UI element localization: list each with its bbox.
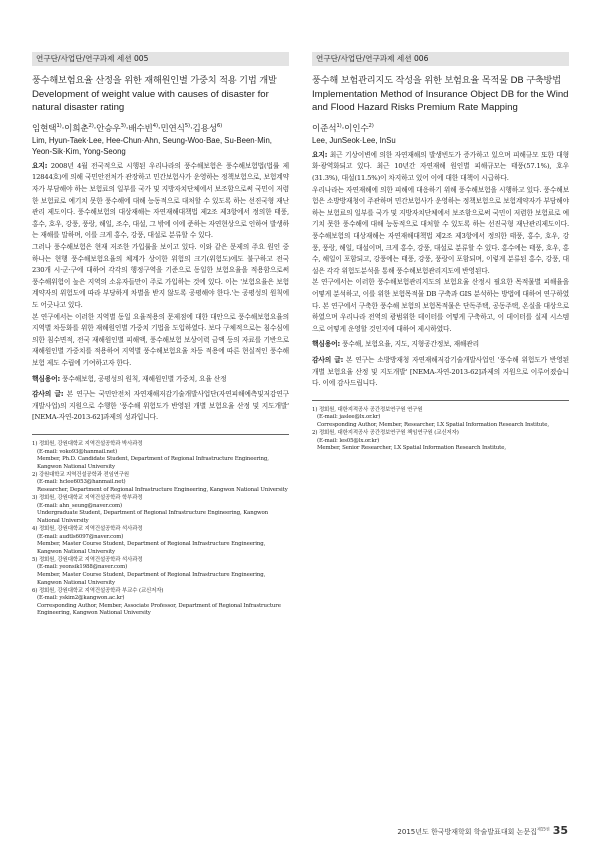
authors-english: Lim, Hyun-Taek·Lee, Hee-Chun·Ahn, Seung-Woo·Bae, Su-Been·Min, Yeon-Sik·Kim, Yong-Seong [32, 135, 272, 156]
footnote-ko: 1) 정회원, 강원대학교 지역건설공학과 박사과정 [32, 440, 143, 447]
footnote-en: Researcher, Department of Regional Infrastructure Engineering, Kangwon National University [37, 486, 288, 493]
author-name: 이준석 [312, 123, 337, 134]
author-affiliation-mark: 6) [216, 123, 223, 129]
authors-korean [312, 120, 569, 135]
footnote-ko: 4) 정회원, 강원대학교 지역건설공학과 석사과정 [32, 525, 143, 532]
footnote [32, 526, 289, 556]
footnote-en: Undergraduate Student, Department of Regional Infrastructure Engineering, Kangwon National University [37, 510, 269, 524]
article-title-korean: 풍수해보험요율 산정을 위한 재해원인별 가중치 적용 기법 개발 [32, 75, 277, 86]
section-header: 연구단/사업단/연구과제 세션 005 [32, 52, 289, 66]
footnote-ko: 2) 강원대학교 지역건설공학과 전임연구원 [32, 471, 129, 478]
footer-suffix: 제15권 [536, 826, 550, 832]
abstract-paragraph: 요지: 최근 기상이변에 의한 자연재해의 발생빈도가 증가하고 있으며 피해규모 또한 대형화·광역화되고 있다. 최근 10년간 자연재해 원인별 피해규모는 태풍(57.1%), 호우(31.3%), 대설(11.5%)이 차지하고 있어 이에 대한 대책이 시급하다. [312, 150, 569, 183]
keywords: 핵심용어: 풍수해, 보험요율, 지도, 지형공간정보, 재해관리 [312, 340, 480, 349]
abstract-label: 요지: [32, 161, 48, 170]
footnote [32, 495, 289, 525]
abstract-paragraph: 우리나라는 자연재해에 의한 피해에 대응하기 위해 풍수해보험을 시행하고 있다. 풍수해보험은 소방방재청이 주관하며 민간보험사가 운영하는 정책보험으로 보험계약자가 부담해야 하는 보험료의 일부를 국가 및 지방자치단체에서 보조함으로써 국민이 저렴한 보험료로 예기치 못한 풍수해에 대해 능동적으로 대처할 수 있도록 하는 선진국형 재난관리제도이다. 풍수해보험의 대상재해는 자연재해대책법 제2조 제3항에서 정의한 태풍, 홍수, 호우, 강풍, 풍랑, 해일, 대설이며, 크게 홍수, 강풍, 대설로 분류할 수 있다. 홍수에는 태풍, 호우, 홍수, 해일이 포함되고, 강풍에는 태풍, 강풍, 풍랑이 포함되며, 이렇게 분류된 홍수, 강풍, 대설은 각각 위험도분석을 통해 풍수해보험관리지도에 반영된다. [312, 185, 569, 275]
footnote-email: (E-mail: yskim2@kangwon.ac.kr) [37, 595, 125, 602]
footnote-en: Member, Master Course Student, Department of Regional Infrastructure Engineering, Kangwon National University [37, 541, 266, 555]
footnote-email: (E-mail: ahn_seung@naver.com) [37, 502, 123, 509]
author-affiliation-mark: 2) [368, 123, 374, 129]
author-name: 안승우 [96, 123, 121, 134]
footnote [32, 557, 289, 587]
author-name: 임현택 [32, 123, 57, 134]
footnote-en: Corresponding Author, Member, Associate Professor, Department of Regional Infrastructure Engineering, Kangwon National University [37, 602, 281, 617]
footnotes [312, 407, 569, 453]
page-number: 35 [552, 824, 568, 837]
acknowledgement-label: 감사의 글: [312, 355, 344, 364]
right-article [312, 52, 569, 453]
author-name: 민연식 [160, 123, 185, 134]
author-separator: · [341, 123, 345, 134]
author-affiliation-mark: 5) [184, 123, 190, 129]
footnote-en: Corresponding Author, Member, Researcher, LX Spatial Information Research Institute, [317, 421, 549, 428]
footnote-ko: 3) 정회원, 강원대학교 지역건설공학과 학부과정 [32, 495, 143, 502]
footnote [32, 472, 289, 495]
keywords-label: 핵심용어: [32, 374, 61, 383]
author-name: 배수빈 [128, 123, 153, 134]
footnote-ko: 5) 정회원, 강원대학교 지역건설공학과 석사과정 [32, 556, 143, 563]
footnote [32, 588, 289, 618]
abstract-paragraph: 요지: 2008년 4월 전국적으로 시행된 우리나라의 풍수해보험은 풍수해보험법(법률 제12844호)에 의해 국민안전처가 관장하고 민간보험사가 운영하는 정책보험으로, 보험계약자가 부담해야 하는 보험료의 일부를 국가 및 지방자치단체에서 보조함으로써 국민이 저렴한 보험료로 예기치 못한 풍수해에 대해 능동적으로 대처할 수 있도록 하는 선진국형 재난관리 제도이다. 풍수해보험의 대상재해는 자연재해대책법 제2조 제3항에서 정의한 태풍, 홍수, 호우, 강풍, 풍랑, 해일, 조수, 대설, 그 밖에 이에 준하는 자연현상으로 인하여 발생하는 재해를 말하며, 이를 크게 홍수, 강풍, 대설로 분류할 수 있다. [32, 161, 289, 240]
article-title-korean: 풍수해 보험관리지도 작성을 위한 보험요율 목적물 DB 구축방법 [312, 75, 561, 86]
section-header: 연구단/사업단/연구과제 세션 006 [312, 52, 569, 66]
author-separator: · [157, 123, 161, 134]
abstract-paragraph: 본 연구에서는 이러한 지역별 동일 요율적용의 문제점에 대한 대안으로 풍수해보험요율의 지역별 차등화를 위한 재해원인별 가중치 기법을 도입하였다. 보다 구체적으로는 침수심에 의한 침수면적, 전국 재해원인별 피해액, 풍수해보험 보상이력 금액 등의 자료를 기반으로 재해원인별 가중치를 적용하여 지역별 풍수해보험요율 차등 적용에 따른 현실적인 풍수해보험 제도 수립에 기여하고자 한다. [32, 312, 289, 367]
footnote-email: (E-mail: audtls6097@naver.com) [37, 533, 124, 540]
author-affiliation-mark: 1) [56, 123, 62, 129]
footnote-ko: 6) 정회원, 강원대학교 지역건설공학과 부교수 (교신저자) [32, 587, 164, 594]
left-article [32, 52, 289, 619]
acknowledgement-label: 감사의 글: [32, 390, 64, 399]
author-name: 이희춘 [64, 123, 89, 134]
footnote-ko: 1) 정회원, 대한지적공사 공간정보연구원 연구원 [312, 406, 423, 413]
author-affiliation-mark: 4) [152, 123, 158, 129]
author-affiliation-mark: 2) [88, 123, 94, 129]
footnote-email: (E-mail: yeonsik1988@naver.com) [37, 564, 128, 571]
abstract-label: 요지: [312, 150, 328, 159]
acknowledgement: 감사의 글: 본 연구는 소방방재청 자연재해저감기술개발사업인 '풍수해 위험도가 반영된 개별 보험요율 산정 및 지도개발' [NEMA-자연-2013-62]과제의 지원으로 이루어졌습니다. 이에 감사드립니다. [312, 355, 569, 388]
page-footer [397, 824, 568, 837]
footnote [312, 430, 569, 453]
footnotes [32, 441, 289, 618]
footnote-email: (E-mail: voko93@hanmail.net) [37, 448, 118, 455]
footnote-email: (E-mail: les05@lx.or.kr) [317, 437, 380, 444]
acknowledgement: 감사의 글: 본 연구는 국민안전처 자연재해저감기술개발사업단(자연피해예측및저감연구개발사업)의 지원으로 수행한 '풍수해 위험도가 반영된 개별 보험요율 산정 및 지도개발' [NEMA-자연-2013-62]과제의 성과입니다. [32, 390, 289, 422]
author-separator: · [125, 123, 129, 134]
footer-text: 2015년도 한국방재학회 학술발표대회 논문집 [397, 828, 537, 836]
keywords: 핵심용어: 풍수해보험, 공평성의 원칙, 재해원인별 가중치, 요율 산정 [32, 374, 227, 383]
footnote-email: (E-mail: hclee6053@hanmail.net) [37, 479, 126, 486]
footnote [312, 407, 569, 430]
author-separator: · [93, 123, 97, 134]
footnote-ko: 2) 정회원, 대한지적공사 공간정보연구원 책임연구원 (교신저자) [312, 430, 459, 437]
footnote [32, 441, 289, 471]
author-name: 이인수 [344, 123, 369, 134]
author-separator: · [61, 123, 65, 134]
author-name: 김용성 [192, 123, 217, 134]
author-separator: · [190, 123, 193, 134]
author-affiliation-mark: 3) [120, 123, 126, 129]
author-affiliation-mark: 1) [336, 123, 342, 129]
authors-english: Lee, JunSeok·Lee, InSu [312, 135, 396, 145]
footnote-en: Member, Senior Researcher, LX Spatial Information Research Institute, [317, 445, 506, 452]
article-title-english: Implementation Method of Insurance Object DB for the Wind and Flood Hazard Risks Premium Rate Mapping [312, 89, 569, 113]
footnote-divider [312, 400, 569, 401]
footnote-en: Member, Ph.D. Candidate Student, Department of Regional Infrastructure Engineering, Kangwon National University [37, 456, 269, 470]
abstract-paragraph: 본 연구에서는 이러한 풍수해보험관리지도의 보험요율 산정시 필요한 목적물별 피해율을 어떻게 분석하고, 이를 위한 보험목적물 DB 구축과 GIS 분석하는 방법에 대하여 연구하였다. 본 연구에서 구축한 풍수해 보험의 보험목적물은 단독주택, 공동주택, 온실을 대상으로 하였으며 우리나라 전역의 광범위한 데이터를 어떻게 구축하고, 이 데이터를 실제 시스템으로 어떻게 운영할 것인지에 대하여 제시하였다. [312, 278, 569, 333]
footnote-divider [32, 434, 289, 435]
footnote-email: (E-mail: jaslee@lx.or.kr) [317, 414, 381, 421]
authors-korean [32, 120, 289, 135]
footnote-en: Member, Master Course Student, Department of Regional Infrastructure Engineering, Kangwon National University [37, 572, 266, 586]
abstract-paragraph: 그러나 풍수해보험은 현재 저조한 가입률을 보이고 있다. 이와 같은 문제의 주요 원인 중 하나는 현행 풍수해보험요율의 체계가 상이한 위험의 크기(위험도)에도 불구하고 전국 230개 시·군·구에 대하여 각각의 행정구역을 기준으로 동일한 보험요율을 적용함으로써 풍수해위험이 높은 지역의 소유자들만이 주로 가입하는 것에 있다. 이는 '보험요율은 보험계약자의 위험도에 따라 부당하게 차별을 받지 않도록 공평해야 한다.'는 공평성의 원칙에도 어긋나고 있다. [32, 243, 289, 309]
article-title-english: Development of weight value with causes of disaster for natural disaster rating [32, 89, 269, 113]
keywords-label: 핵심용어: [312, 340, 341, 349]
